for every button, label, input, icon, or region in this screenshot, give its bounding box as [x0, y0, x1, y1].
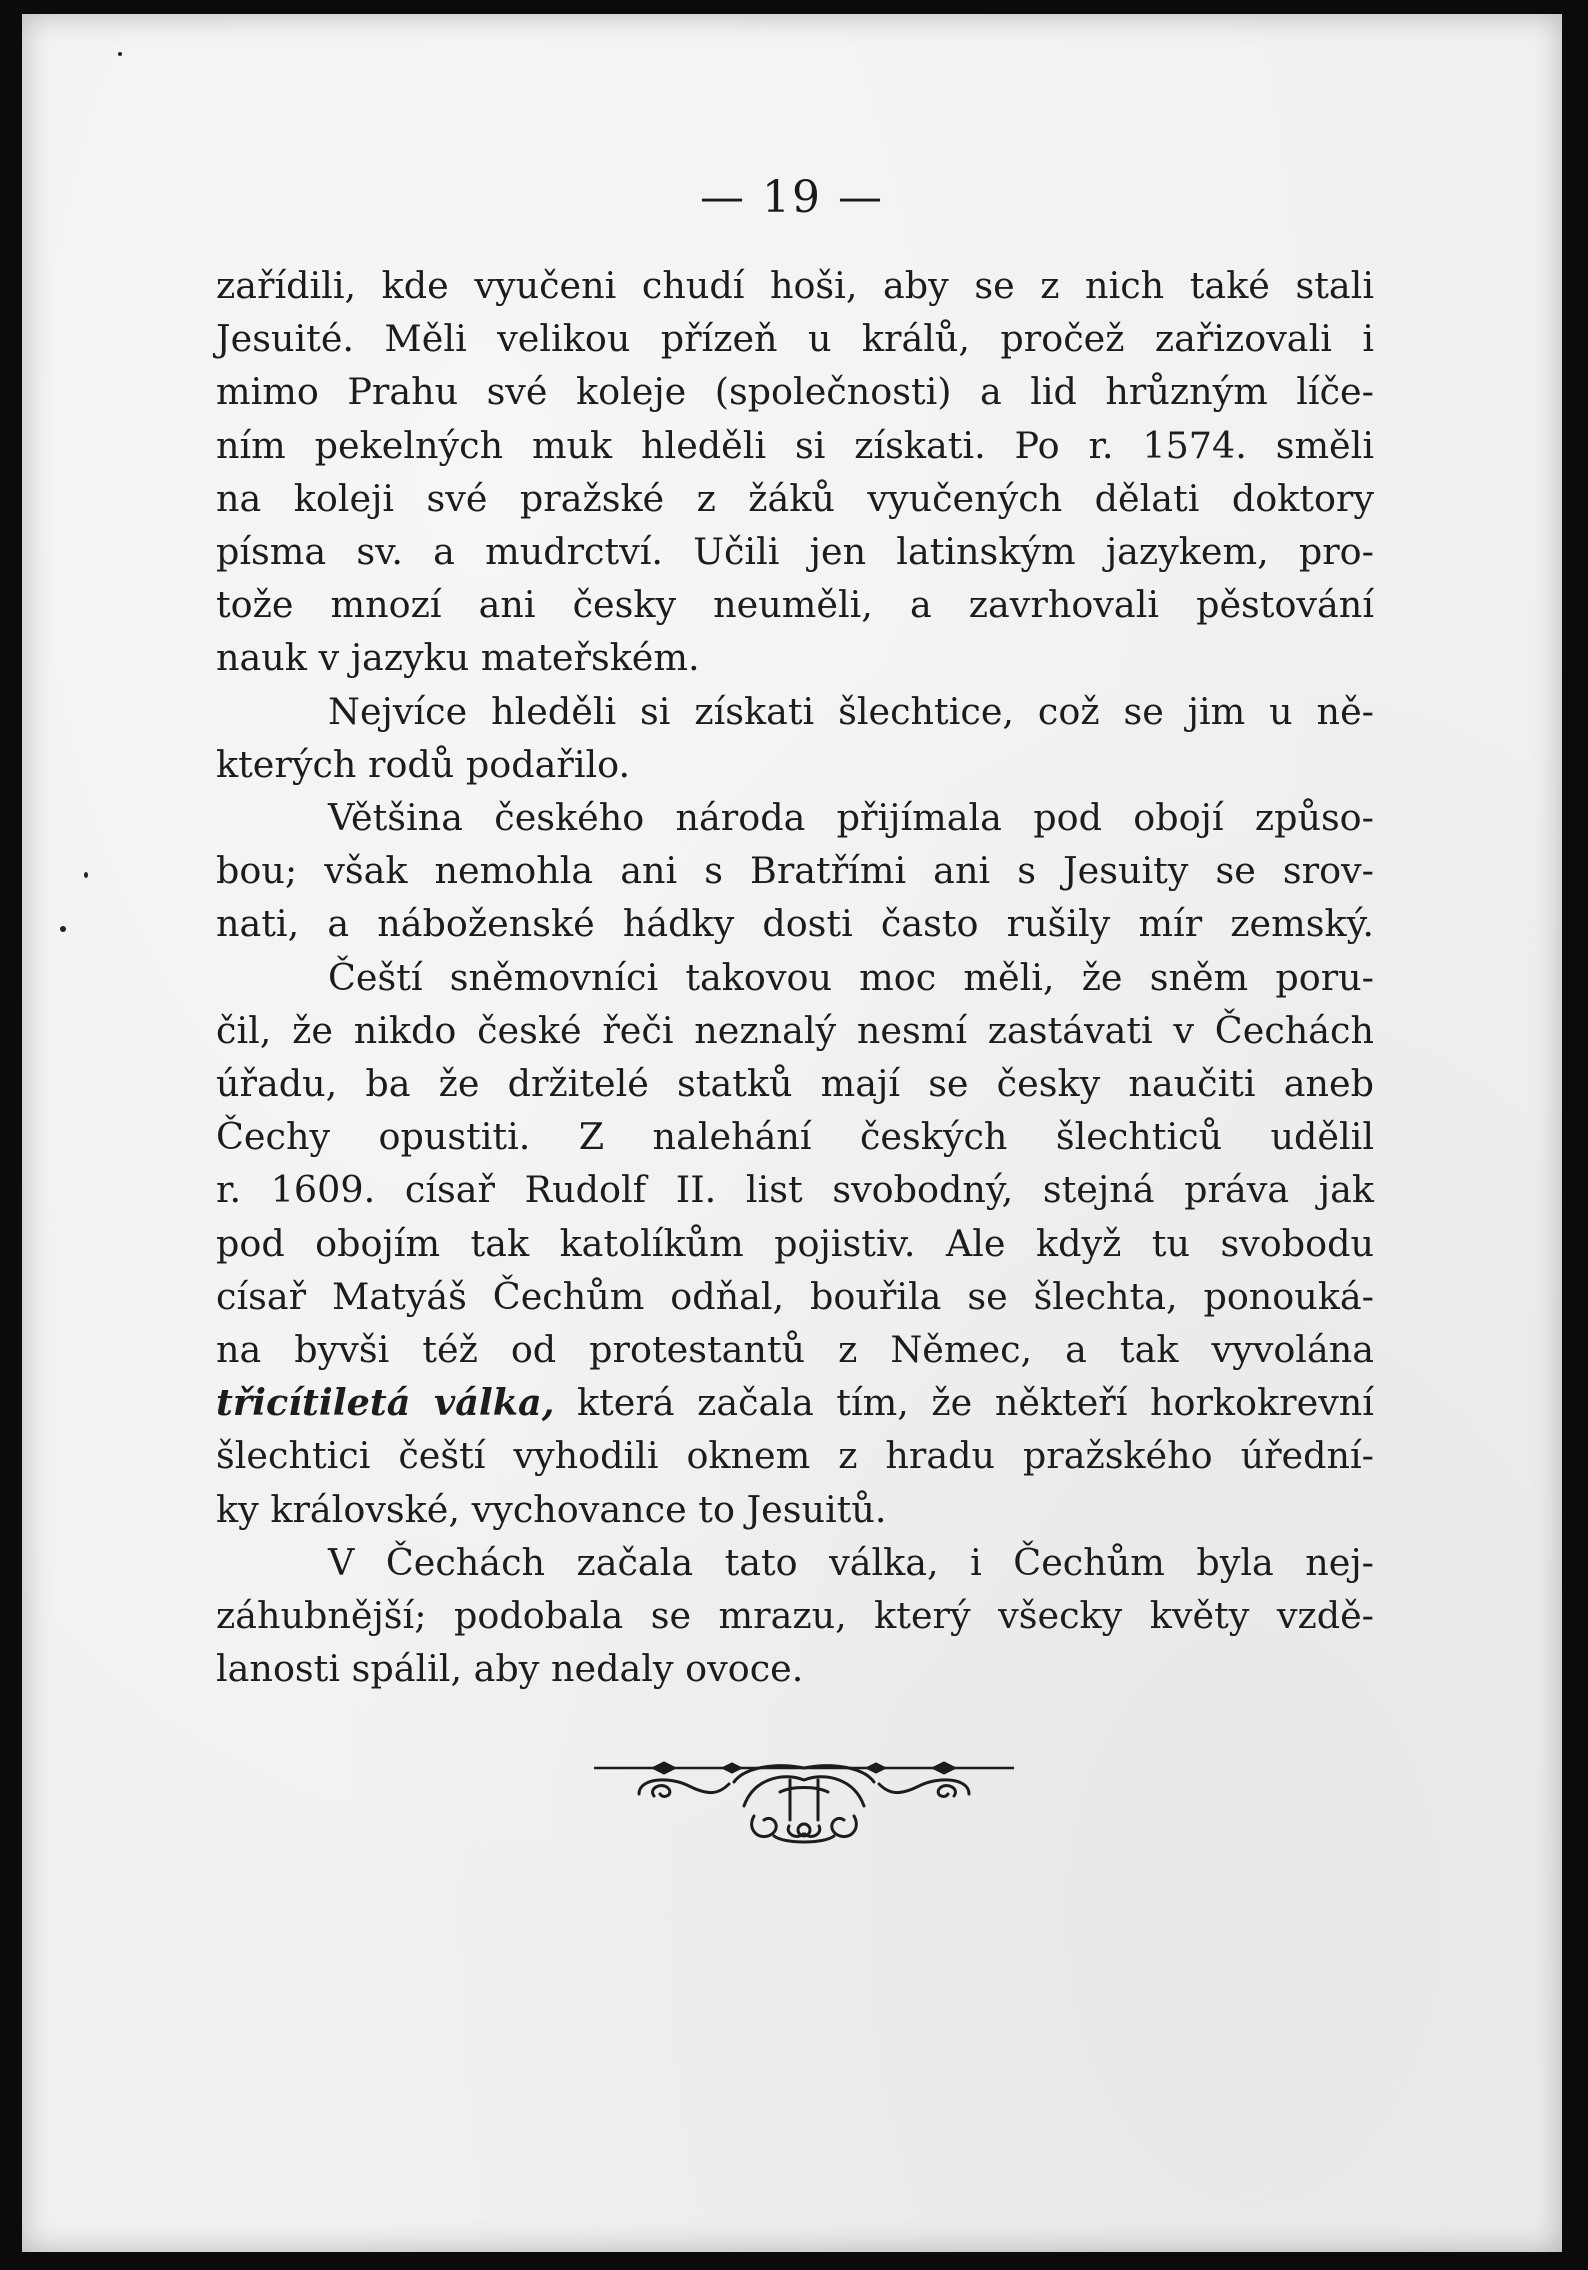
- text-line: na koleji své pražské z žáků vyučených dělati doktory: [216, 476, 1374, 520]
- text-line: ky královské, vychovance to Jesuitů.: [216, 1487, 887, 1531]
- italic-phrase: třicítiletá válka,: [216, 1381, 555, 1425]
- text-line-rest: která začala tím, že někteří horkokrevní: [554, 1381, 1374, 1425]
- text-line: Většina českého národa přijímala pod obojí způso-: [328, 796, 1374, 840]
- text-line: lanosti spálil, aby nedaly ovoce.: [216, 1647, 804, 1691]
- text-line: na byvši též od protestantů z Němec, a tak vyvolána: [216, 1328, 1374, 1372]
- page-speck: [118, 52, 122, 56]
- text-line: čil, že nikdo české řeči neznalý nesmí zastávati v Čechách: [216, 1008, 1374, 1052]
- text-line: nauk v jazyku mateřském.: [216, 636, 700, 680]
- text-line: císař Matyáš Čechům odňal, bouřila se šlechta, ponouká-: [216, 1274, 1374, 1318]
- decorative-ornament-icon: [594, 1746, 1014, 1866]
- text-line: mimo Prahu své koleje (společnosti) a lid hrůzným líče-: [216, 370, 1374, 414]
- text-line: záhubnější; podobala se mrazu, který všecky květy vzdě-: [216, 1594, 1374, 1638]
- text-line: Čeští sněmovníci takovou moc měli, že sněm poru-: [328, 955, 1374, 999]
- page-speck: [84, 872, 88, 878]
- text-line: V Čechách začala tato válka, i Čechům byla nej-: [328, 1540, 1374, 1584]
- text-line: Čechy opustiti. Z nalehání českých šlechticů udělil: [216, 1115, 1374, 1159]
- text-line: zařídili, kde vyučeni chudí hoši, aby se z nich také stali: [216, 264, 1374, 307]
- text-line: Nejvíce hleděli si získati šlechtice, což se jim u ně-: [328, 689, 1374, 733]
- text-line: nati, a náboženské hádky dosti často rušily mír zemský.: [216, 902, 1374, 946]
- text-line: šlechtici čeští vyhodili oknem z hradu pražského úřední-: [216, 1434, 1374, 1478]
- page-number: — 19 —: [700, 172, 884, 223]
- text-body: [216, 259, 1374, 1695]
- page-speck: [60, 926, 66, 932]
- text-line: kterých rodů podařilo.: [216, 742, 631, 786]
- text-line: bou; však nemohla ani s Bratřími ani s Jesuity se srov-: [216, 849, 1374, 893]
- text-line: ním pekelných muk hleděli si získati. Po r. 1574. směli: [216, 423, 1374, 467]
- text-line: úřadu, ba že držitelé statků mají se česky naučiti aneb: [216, 1062, 1374, 1106]
- book-page: [22, 14, 1562, 2252]
- text-line: [216, 1376, 1374, 1429]
- text-line: Jesuité. Měli velikou přízeň u králů, pročež zařizovali i: [216, 317, 1374, 361]
- text-line: pod obojím tak katolíkům pojistiv. Ale když tu svobodu: [216, 1221, 1374, 1265]
- text-line: tože mnozí ani česky neuměli, a zavrhovali pěstování: [216, 583, 1374, 627]
- text-line: písma sv. a mudrctví. Učili jen latinským jazykem, pro-: [216, 530, 1374, 574]
- text-line: r. 1609. císař Rudolf II. list svobodný, stejná práva jak: [216, 1168, 1374, 1212]
